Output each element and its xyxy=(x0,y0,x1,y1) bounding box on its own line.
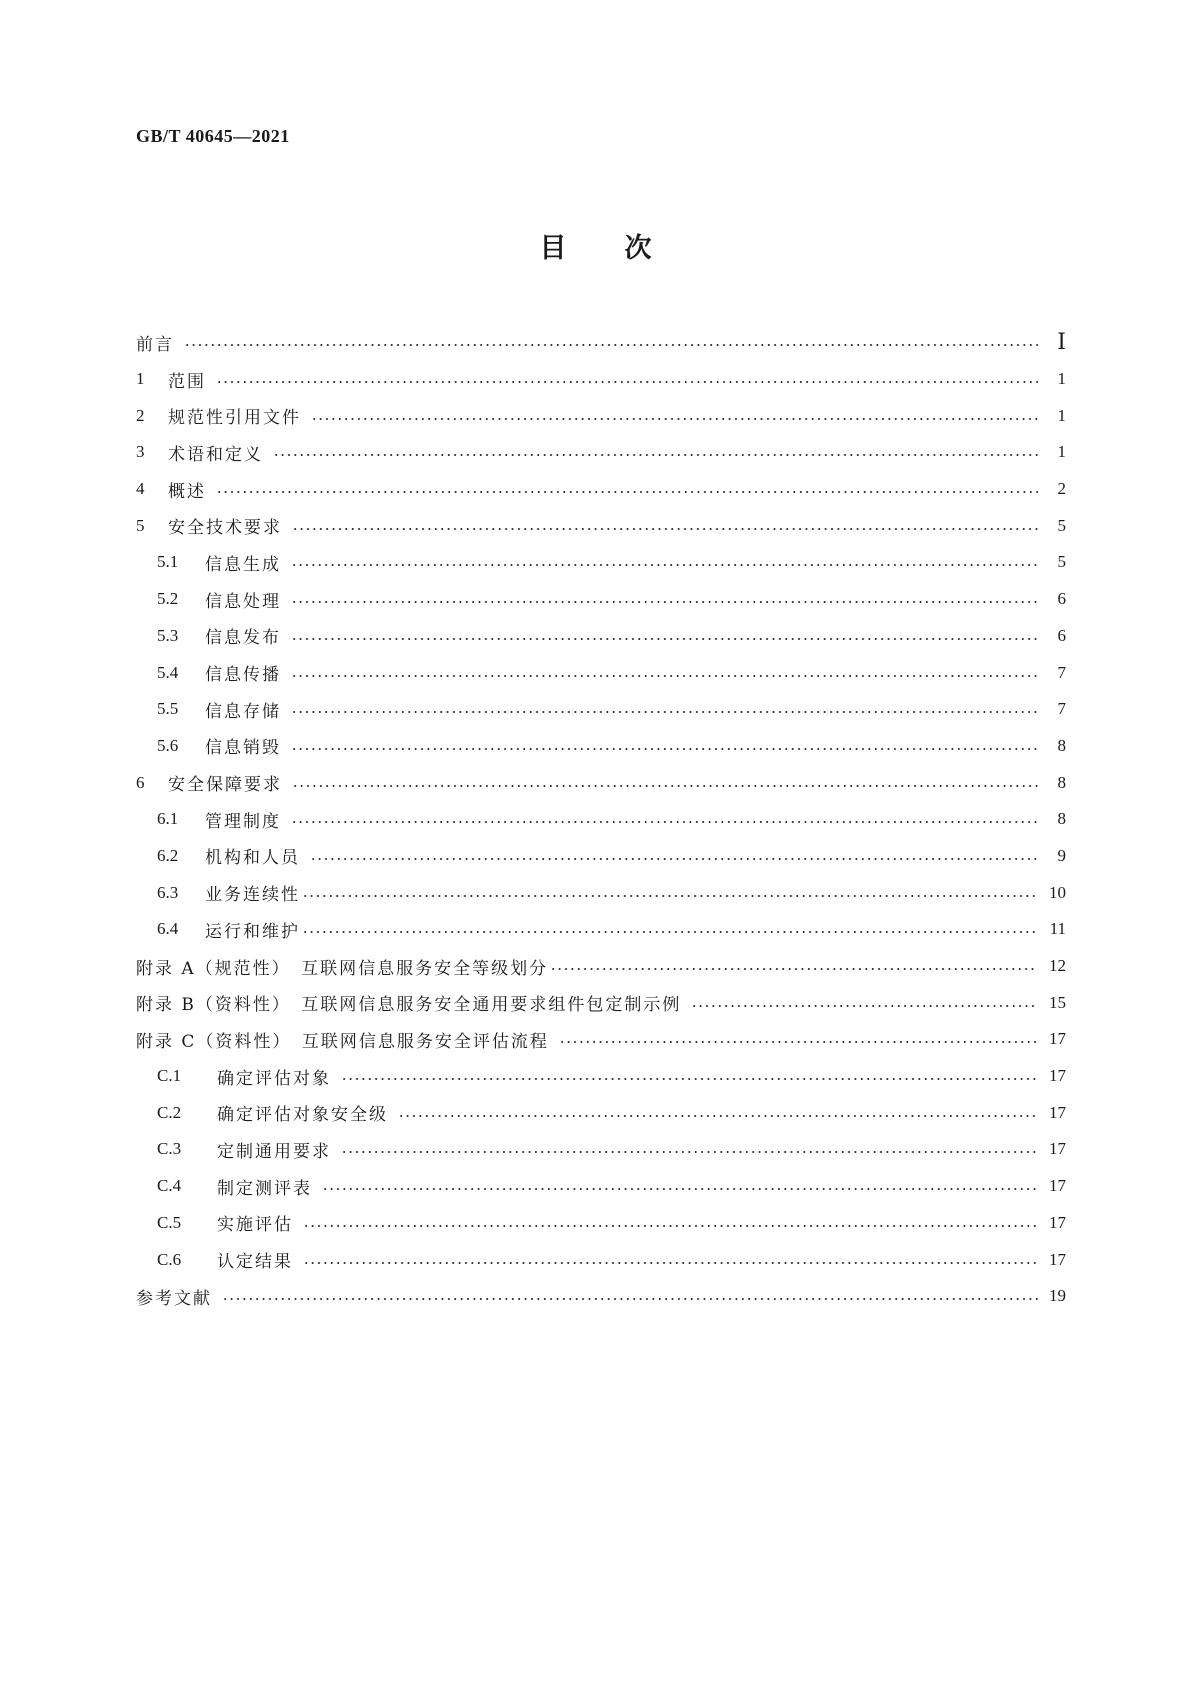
toc-entry-3[interactable] xyxy=(136,434,1066,471)
toc-section-number: C.1 xyxy=(157,1066,182,1086)
title-char-left: 目 xyxy=(539,233,567,264)
toc-entry-appendix-a[interactable] xyxy=(136,948,1066,985)
toc-entry-5-5[interactable] xyxy=(136,691,1066,728)
toc-page-number: 7 xyxy=(1057,662,1066,682)
toc-section-number: 5.6 xyxy=(157,735,179,755)
toc-entry-label: 信息生成 xyxy=(205,554,281,575)
leader-dots xyxy=(184,344,1038,346)
toc-section-number: 6.3 xyxy=(157,882,179,902)
toc-page-number: 17 xyxy=(1049,1212,1066,1232)
toc-page-number: 2 xyxy=(1057,479,1066,499)
toc-entry-foreword[interactable] xyxy=(136,324,1066,361)
toc-entry-label: 确定评估对象安全级 xyxy=(217,1105,388,1126)
toc-section-number: 6 xyxy=(136,772,145,792)
leader-dots xyxy=(292,528,1038,530)
toc-entry-label: 信息处理 xyxy=(205,591,281,612)
leader-dots xyxy=(341,1078,1038,1080)
leader-dots xyxy=(273,454,1038,456)
page-title xyxy=(0,226,1191,265)
toc-entry-1[interactable] xyxy=(136,361,1066,398)
toc-entry-5-1[interactable] xyxy=(136,544,1066,581)
leader-dots xyxy=(310,858,1038,860)
toc-page-number: 15 xyxy=(1049,992,1066,1012)
toc-entry-label: 信息传播 xyxy=(205,665,281,686)
toc-entry-4[interactable] xyxy=(136,471,1066,508)
leader-dots xyxy=(398,1115,1038,1117)
toc-entry-label: 规范性引用文件 xyxy=(168,408,301,429)
toc-entry-c-2[interactable] xyxy=(136,1094,1066,1131)
toc-entry-6-2[interactable] xyxy=(136,838,1066,875)
leader-dots xyxy=(302,931,1038,933)
leader-dots xyxy=(322,1188,1038,1190)
toc-page-number: 6 xyxy=(1057,589,1066,609)
toc-entry-label: 前言 xyxy=(136,334,174,355)
toc-section-number: 6.1 xyxy=(157,809,179,829)
toc-entry-c-1[interactable] xyxy=(136,1058,1066,1095)
toc-entry-5-6[interactable] xyxy=(136,728,1066,765)
toc-page-number: 5 xyxy=(1057,552,1066,572)
toc-entry-label: 信息存储 xyxy=(205,701,281,722)
toc-section-number: 5.3 xyxy=(157,625,179,645)
toc-page-number: 7 xyxy=(1057,699,1066,719)
leader-dots xyxy=(691,1005,1038,1007)
leader-dots xyxy=(559,1041,1038,1043)
leader-dots xyxy=(291,821,1038,823)
toc-entry-label: 附录 C（资料性） 互联网信息服务安全评估流程 xyxy=(136,1031,549,1052)
toc-page-number: 17 xyxy=(1049,1249,1066,1269)
toc-section-number: C.6 xyxy=(157,1249,182,1269)
toc-entry-label: 范围 xyxy=(168,371,206,392)
table-of-contents xyxy=(136,324,1066,1315)
toc-section-number: 5.1 xyxy=(157,552,179,572)
toc-page-number: 1 xyxy=(1057,369,1066,389)
toc-section-number: C.4 xyxy=(157,1176,182,1196)
toc-entry-label: 确定评估对象 xyxy=(217,1068,331,1089)
toc-section-number: C.5 xyxy=(157,1212,182,1232)
toc-section-number: 5.5 xyxy=(157,699,179,719)
toc-page-number: 8 xyxy=(1057,735,1066,755)
toc-page-number: 17 xyxy=(1049,1176,1066,1196)
toc-entry-label: 附录 B（资料性） 互联网信息服务安全通用要求组件包定制示例 xyxy=(136,995,682,1016)
toc-page-number: 6 xyxy=(1057,625,1066,645)
toc-page-number: 12 xyxy=(1049,956,1066,976)
toc-entry-c-5[interactable] xyxy=(136,1205,1066,1242)
toc-entry-label: 实施评估 xyxy=(217,1215,293,1236)
toc-entry-label: 认定结果 xyxy=(217,1252,293,1273)
toc-section-number: C.3 xyxy=(157,1139,182,1159)
toc-entry-c-3[interactable] xyxy=(136,1131,1066,1168)
toc-page-number: 17 xyxy=(1049,1139,1066,1159)
leader-dots xyxy=(292,785,1038,787)
toc-page-number: 8 xyxy=(1057,772,1066,792)
toc-entry-label: 机构和人员 xyxy=(205,848,300,869)
toc-page-number: 1 xyxy=(1057,405,1066,425)
toc-entry-appendix-b[interactable] xyxy=(136,984,1066,1021)
leader-dots xyxy=(341,1151,1038,1153)
leader-dots xyxy=(291,711,1038,713)
toc-section-number: C.2 xyxy=(157,1102,182,1122)
toc-page-number: 11 xyxy=(1049,919,1066,939)
toc-page-number: 19 xyxy=(1049,1286,1066,1306)
leader-dots xyxy=(303,1225,1038,1227)
toc-entry-label: 业务连续性 xyxy=(205,885,300,906)
leader-dots xyxy=(291,675,1038,677)
toc-section-number: 4 xyxy=(136,479,145,499)
toc-section-number: 1 xyxy=(136,369,145,389)
toc-entry-label: 定制通用要求 xyxy=(217,1141,331,1162)
toc-section-number: 6.4 xyxy=(157,919,179,939)
toc-section-number: 2 xyxy=(136,405,145,425)
toc-entry-label: 安全技术要求 xyxy=(168,518,282,539)
leader-dots xyxy=(550,968,1038,970)
toc-page-number: 8 xyxy=(1057,809,1066,829)
toc-section-number: 6.2 xyxy=(157,845,179,865)
toc-entry-6-1[interactable] xyxy=(136,801,1066,838)
leader-dots xyxy=(216,381,1038,383)
toc-entry-c-6[interactable] xyxy=(136,1241,1066,1278)
toc-page-number: 17 xyxy=(1049,1102,1066,1122)
toc-entry-label: 概述 xyxy=(168,481,206,502)
toc-section-number: 5 xyxy=(136,515,145,535)
toc-entry-label: 安全保障要求 xyxy=(168,775,282,796)
toc-page-number: 9 xyxy=(1057,845,1066,865)
toc-entry-5[interactable] xyxy=(136,507,1066,544)
leader-dots xyxy=(311,418,1038,420)
toc-section-number: 3 xyxy=(136,442,145,462)
toc-page-number: 1 xyxy=(1057,442,1066,462)
toc-entry-6-4[interactable] xyxy=(136,911,1066,948)
toc-entry-c-4[interactable] xyxy=(136,1168,1066,1205)
toc-page-number: Ⅰ xyxy=(1057,329,1066,355)
toc-entry-label: 制定测评表 xyxy=(217,1178,312,1199)
toc-entry-5-4[interactable] xyxy=(136,654,1066,691)
leader-dots xyxy=(222,1298,1038,1300)
leader-dots xyxy=(291,638,1038,640)
toc-entry-5-2[interactable] xyxy=(136,581,1066,618)
toc-entry-label: 参考文献 xyxy=(136,1288,212,1309)
leader-dots xyxy=(303,1262,1038,1264)
toc-section-number: 5.2 xyxy=(157,589,179,609)
leader-dots xyxy=(302,895,1038,897)
toc-entry-6-3[interactable] xyxy=(136,874,1066,911)
toc-entry-label: 术语和定义 xyxy=(168,444,263,465)
toc-entry-references[interactable] xyxy=(136,1278,1066,1315)
toc-entry-label: 附录 A（规范性） 互联网信息服务安全等级划分 xyxy=(136,958,549,979)
standard-number: GB/T 40645—2021 xyxy=(136,126,290,146)
leader-dots xyxy=(291,564,1038,566)
leader-dots xyxy=(291,748,1038,750)
toc-entry-label: 信息销毁 xyxy=(205,738,281,759)
toc-entry-6[interactable] xyxy=(136,764,1066,801)
leader-dots xyxy=(291,601,1038,603)
leader-dots xyxy=(216,491,1038,493)
toc-page-number: 17 xyxy=(1049,1029,1066,1049)
toc-page-number: 10 xyxy=(1049,882,1066,902)
toc-section-number: 5.4 xyxy=(157,662,179,682)
toc-entry-label: 运行和维护 xyxy=(205,921,300,942)
toc-page-number: 5 xyxy=(1057,515,1066,535)
toc-page-number: 17 xyxy=(1049,1066,1066,1086)
title-char-right: 次 xyxy=(624,233,652,264)
toc-entry-label: 管理制度 xyxy=(205,811,281,832)
toc-entry-appendix-c[interactable] xyxy=(136,1021,1066,1058)
toc-entry-5-3[interactable] xyxy=(136,618,1066,655)
toc-entry-2[interactable] xyxy=(136,397,1066,434)
toc-entry-label: 信息发布 xyxy=(205,628,281,649)
